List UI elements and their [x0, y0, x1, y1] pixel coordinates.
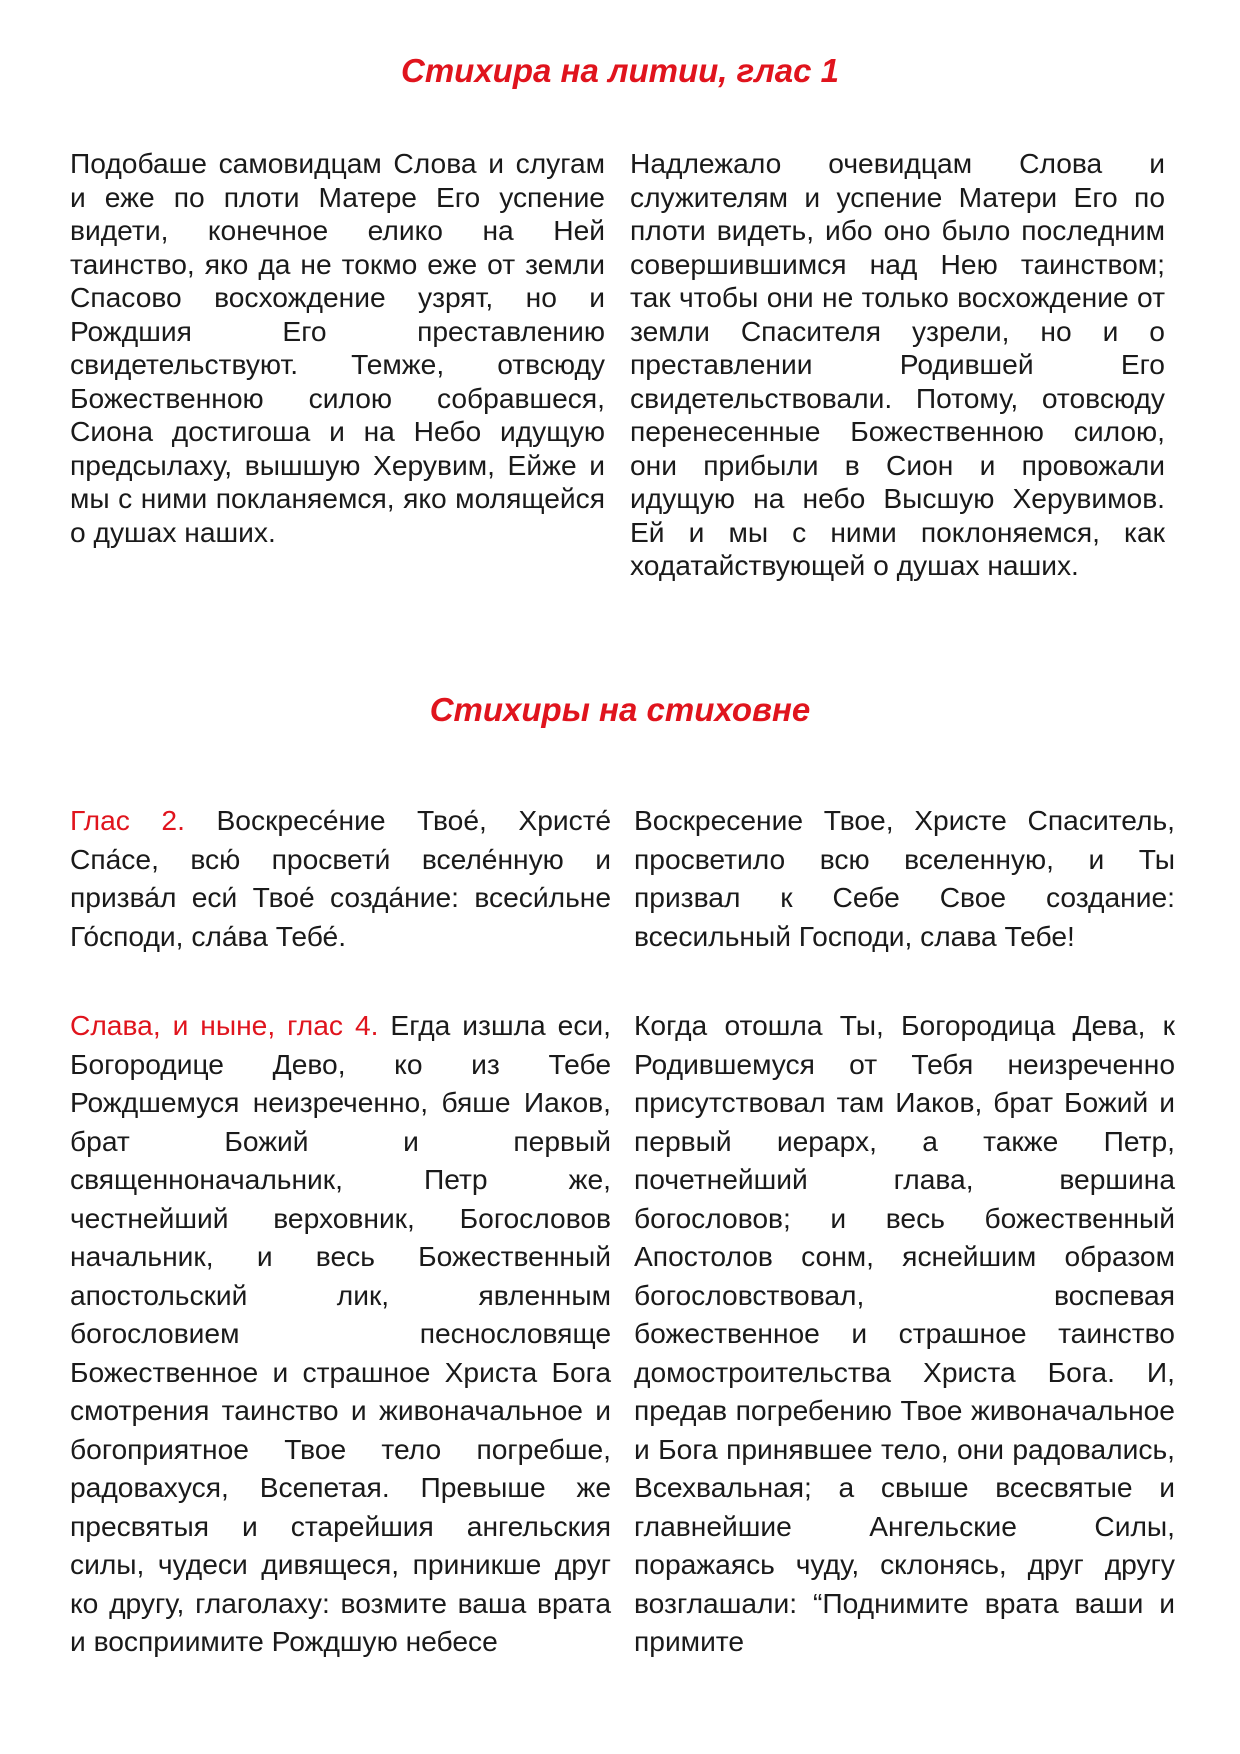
stikhovne-stichera-1-church-slavonic: [70, 801, 611, 955]
stichera-text: Воскресе́ние Твое́, Христе́ Спа́се, всю́ просвети́ вселе́нную и призва́л еси́ Твое́ созда́ние: всеси́льне Го́споди, сла́ва Тебе́.: [70, 804, 611, 952]
litiya-stichera-church-slavonic: Подобаше самовидцам Слова и слугам и еже по плоти Матере Его успение видети, конечное елико на Ней таинство, яко да не токмо еже от земли Спасово восхождение узрят, но и Рождшия Его преставлению свидетельствуют. Темже, отвсюду Божественною силою собравшеся, Сиона достигоша и на Небо идущую предсылаху, вышшую Херувим, Ейже и мы с ними покланяемся, яко молящейся о душах наших.: [70, 147, 605, 548]
litiya-stichera-russian: Надлежало очевидцам Слова и служителям и успение Матери Его по плоти видеть, ибо оно было последним совершившимся над Нею таинством; так чтобы они не только восхождение от земли Спасителя узрели, но и о преставлении Родившей Его свидетельствовали. Потому, отовсюду перенесенные Божественною силою, они прибыли в Сион и провожали идущую на небо Высшую Херувимов. Ей и мы с ними поклоняемся, как ходатайствующей о душах наших.: [630, 147, 1165, 581]
section-title-litiya: Стихира на литии, глас 1: [400, 52, 840, 89]
stikhovne-stichera-2-russian: Когда отошла Ты, Богородица Дева, к Родившемуся от Тебя неизреченно присутствовал там Иаков, брат Божий и первый иерарх, а также Петр, почетнейший глава, вершина богословов; и весь божественный Апостолов сонм, яснейшим образом богословствовал, воспевая божественное и страшное таинство домостроительства Христа Бога. И, предав погребению Твое живоначальное и Бога принявшее тело, они радовались, Всехвальная; а свыше всесвятые и главнейшие Ангельские Силы, поражаясь чуду, склонясь, друг другу возглашали: “Поднимите врата ваши и примите: [634, 1009, 1175, 1657]
stikhovne-stichera-2-church-slavonic: [70, 1006, 611, 1661]
glory-tone-label: Слава, и ныне, глас 4.: [70, 1009, 379, 1041]
tone-label: Глас 2.: [70, 804, 185, 836]
section-title-stikhovne: Стихиры на стиховне: [429, 691, 811, 728]
stichera-text: Егда изшла еси, Богородице Дево, ко из Тебе Рождшемуся неизреченно, бяше Иаков, брат Божий и первый священноначальник, Петр же, честнейший верховник, Богословов начальник, и весь Божественный апостольский лик, явленным богословием песнословяще Божественное и страшное Христа Бога смотрения таинство и живоначальное и богоприятное Твое тело погребше, радовахуся, Всепетая. Превыше же пресвятыя и старейшия ангельския силы, чудеси дивящеся, приникше друг ко другу, глаголаху: возмите ваша врата и восприимите Рождшую небесе: [70, 1009, 611, 1657]
stikhovne-stichera-1-russian: Воскресение Твое, Христе Спаситель, просветило всю вселенную, и Ты призвал к Себе Свое создание: всесильный Господи, слава Тебе!: [634, 804, 1175, 952]
